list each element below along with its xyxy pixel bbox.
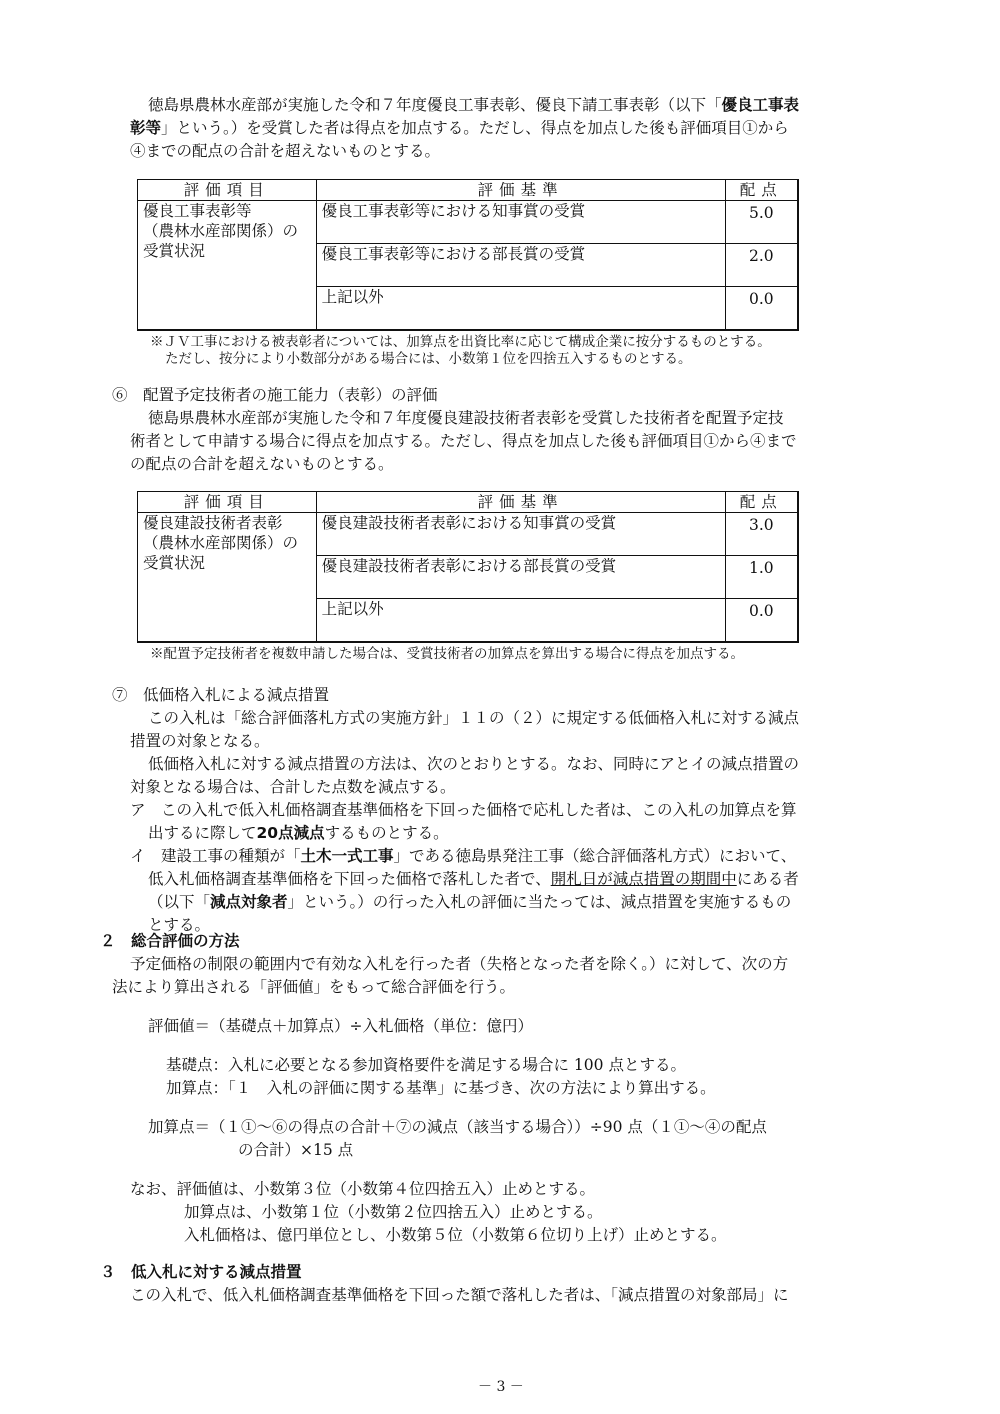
part3-heading: ３ 低入札に対する減点措置 [100,1263,302,1281]
award-table-construction [137,179,799,331]
award-table-engineer [137,491,799,643]
criteria-cell: 優良建設技術者表彰における部長賞の受賞 [316,556,725,599]
part3-line1: この入札で、低入札価格調査基準価格を下回った額で落札した者は、「減点措置の対象部局」に [130,1286,789,1304]
formula-added-points-line2: の合計）×15 点 [238,1141,354,1159]
rounding-rule-3: 入札価格は、億円単位とし、小数第５位（小数第６位切り上げ）止めとする。 [184,1226,727,1244]
header-item: 評価項目 [138,180,317,201]
points-cell: 0.0 [725,287,798,331]
points-cell: 1.0 [725,556,798,599]
evaluation-item: 優良建設技術者表彰 （農林水産部関係）の 受賞状況 [138,513,317,643]
s7-item-a-line1: ア この入札で低入札価格調査基準価格を下回った価格で応札した者は、この入札の加算点を算 [130,801,797,819]
page-number: － 3 － [478,1379,524,1395]
added-points-definition: 加算点：「１ 入札の評価に関する基準」に基づき、次の方法により算出する。 [166,1079,716,1097]
part2-line2: 法により算出される「評価値」をもって総合評価を行う。 [112,978,516,996]
formula-added-points-line1: 加算点＝（１①～⑥の得点の合計＋⑦の減点（該当する場合））÷90 点（１①～④の配点 [148,1118,767,1136]
s7-p2-line1: 低価格入札に対する減点措置の方法は、次のとおりとする。なお、同時にアとイの減点措置の [148,755,800,773]
s6-note: ※配置予定技術者を複数申請した場合は、受賞技術者の加算点を算出する場合に得点を加点する。 [150,646,744,662]
s7-item-i-line1: イ 建設工事の種類が「土木一式工事」である徳島県発注工事（総合評価落札方式）において、 [130,847,797,865]
criteria-cell: 上記以外 [316,287,725,331]
s7-item-a-line2: 出するに際して20点減点するものとする。 [148,824,449,842]
s7-heading: ⑦ 低価格入札による減点措置 [112,686,330,704]
points-cell: 2.0 [725,244,798,287]
criteria-cell: 優良工事表彰等における部長賞の受賞 [316,244,725,287]
s6-line3: の配点の合計を超えないものとする。 [130,455,394,473]
criteria-cell: 上記以外 [316,599,725,643]
header-points: 配点 [725,492,798,513]
s7-p2-line2: 対象となる場合は、合計した点数を減点する。 [130,778,456,796]
s7-p1-line2: 措置の対象となる。 [130,732,270,750]
s7-item-i-line4: とする。 [148,916,211,934]
part2-heading: ２ 総合評価の方法 [100,932,240,950]
s5-note-line2: ただし、按分により小数部分がある場合には、小数第１位を四捨五入するものとする。 [165,351,692,367]
header-criteria: 評価基準 [316,492,725,513]
base-points-definition: 基礎点：入札に必要となる参加資格要件を満足する場合に 100 点とする。 [166,1056,686,1074]
rounding-rule-1: なお、評価値は、小数第３位（小数第４位四捨五入）止めとする。 [130,1180,596,1198]
s7-item-i-line3: （以下「減点対象者」という。）の行った入札の評価に当たっては、減点措置を実施するもの [148,893,792,911]
s6-line2: 術者として申請する場合に得点を加点する。ただし、得点を加点した後も評価項目①から④まで [130,432,797,450]
s5-note-line1: ※ＪＶ工事における被表彰者については、加算点を出資比率に応じて構成企業に按分するものとする。 [150,334,771,350]
formula-evaluation-value: 評価値＝（基礎点＋加算点）÷入札価格（単位：億円） [148,1017,533,1035]
evaluation-item: 優良工事表彰等 （農林水産部関係）の 受賞状況 [138,201,317,331]
points-cell: 0.0 [725,599,798,643]
points-cell: 3.0 [725,513,798,556]
part2-line1: 予定価格の制限の範囲内で有効な入札を行った者（失格となった者を除く。）に対して、次の方 [130,955,789,973]
s5-intro-line2: 彰等」という。）を受賞した者は得点を加点する。ただし、得点を加点した後も評価項目①から [130,119,789,137]
s7-item-i-line2: 低入札価格調査基準価格を下回った価格で落札した者で、開札日が減点措置の期間中にある者 [148,870,799,888]
s6-heading: ⑥ 配置予定技術者の施工能力（表彰）の評価 [112,386,438,404]
header-criteria: 評価基準 [316,180,725,201]
criteria-cell: 優良工事表彰等における知事賞の受賞 [316,201,725,244]
s6-line1: 徳島県農林水産部が実施した令和７年度優良建設技術者表彰を受賞した技術者を配置予定技 [148,409,784,427]
criteria-cell: 優良建設技術者表彰における知事賞の受賞 [316,513,725,556]
s5-intro-line3: ④までの配点の合計を超えないものとする。 [130,142,441,160]
header-item: 評価項目 [138,492,317,513]
s5-intro-line1: 徳島県農林水産部が実施した令和７年度優良工事表彰、優良下請工事表彰（以下「優良工事表 [148,96,800,114]
rounding-rule-2: 加算点は、小数第１位（小数第２位四捨五入）止めとする。 [184,1203,603,1221]
s7-p1-line1: この入札は「総合評価落札方式の実施方針」１１の（２）に規定する低価格入札に対する減点 [148,709,800,727]
header-points: 配点 [725,180,798,201]
points-cell: 5.0 [725,201,798,244]
